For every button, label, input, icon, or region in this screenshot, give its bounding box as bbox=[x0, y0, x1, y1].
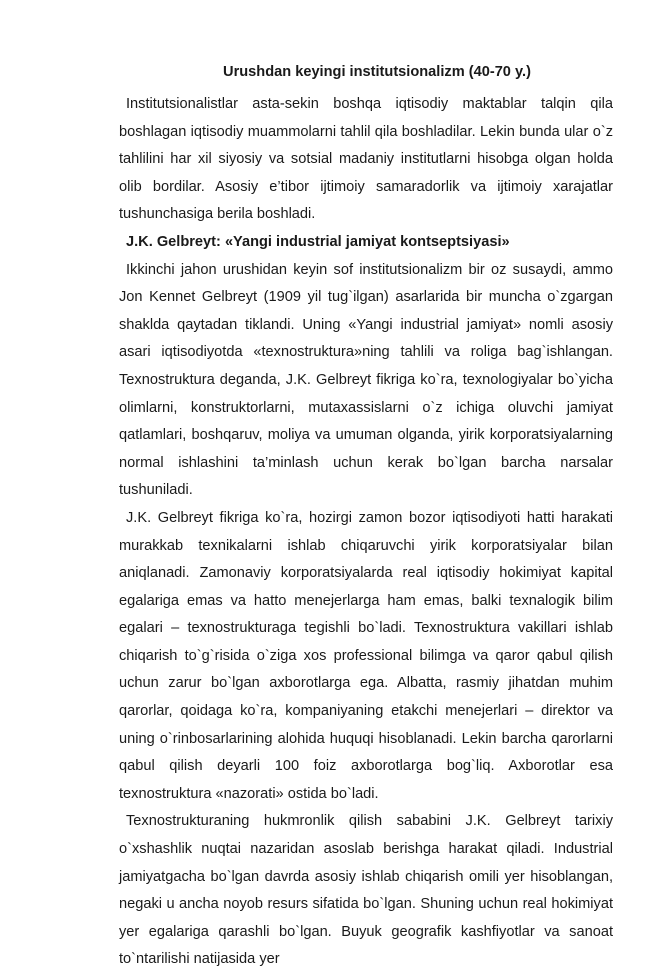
subheading-gelbreyt: J.K. Gelbreyt: «Yangi industrial jamiyat kontseptsiyasi» bbox=[126, 233, 510, 250]
paragraph-postwar: Ikkinchi jahon urushidan keyin sof institutsionalizm bir oz susaydi, ammo Jon Kennet Gelbreyt (1909 yil tug`ilgan) asarlarida bir muncha o`zgargan shaklda qaytadan tiklandi. Uning «Yangi industrial jamiyat» nomli asosiy asari iqtisodiyotda «texnostruktura»ning tahlili va roliga bag`ishlangan. Texnostruktura deganda, J.K. Gelbreyt fikriga ko`ra, texnologiyalar bo`yicha olimlarni, konstruktorlarni, mutaxassislarni o`z ichiga oluvchi jamiyat qatlamlari, boshqaruv, moliya va umuman olganda, yirik korporatsiyalarning normal ishlashini ta’minlash uchun kerak bo`lgan barcha narsalar tushuniladi. bbox=[119, 261, 613, 499]
section-title: Urushdan keyingi institutsionalizm (40-70 y.) bbox=[223, 64, 531, 80]
document-body bbox=[119, 58, 613, 974]
paragraph-institutionalists: Institutsionalistlar asta-sekin boshqa iqtisodiy maktablar talqin qila boshlagan iqtisodiy muammolarni tahlil qila boshladilar. Lekin bunda ular o`z tahlilini har xil siyosiy va sotsial madaniy institutlarni hisobga olgan holda olib bordilar. Asosiy e’tibor ijtimoiy samaradorlik va ijtimoiy xarajatlar tushunchasiga berila boshladi. bbox=[119, 96, 613, 223]
paragraph-corporations: J.K. Gelbreyt fikriga ko`ra, hozirgi zamon bozor iqtisodiyoti hatti harakati murakkab texnikalarni ishlab chiqaruvchi yirik korporatsiyalar bilan aniqlanadi. Zamonaviy korporatsiyalarda real iqtisodiy hokimiyat kapital egalariga emas va hatto menejerlarga ham emas, balki texnalogik bilim egalari – texnostrukturaga tegishli bo`ladi. Texnostruktura vakillari ishlab chiqarish to`g`risida o`ziga xos professional bilimga va qaror qabul qilish uchun zarur bo`lgan axborotlarga ega. Albatta, rasmiy jihatdan muhim qarorlar, qoidaga ko`ra, kompaniyaning etakchi menejerlari – direktor va uning o`rinbosarlarining alohida huquqi hisoblanadi. Lekin barcha qarorlarni qabul qilish deyarli 100 foiz axborotlarga bog`liq. Axborotlar esa texnostruktura «nazorati» ostida bo`ladi. bbox=[119, 509, 613, 802]
paragraph-technostructure-dominance: Texnostrukturaning hukmronlik qilish sababini J.K. Gelbreyt tarixiy o`xshashlik nuqtai nazaridan asoslab berishga harakat qiladi. Industrial jamiyatgacha bo`lgan davrda asosiy ishlab chiqarish omili yer hisoblangan, negaki u ancha noyob resurs sifatida bo`lgan. Shuning uchun real hokimiyat yer egalariga qarashli bo`lgan. Buyuk geografik kashfiyotlar va sanoat to`ntarilishi natijasida yer bbox=[119, 813, 613, 968]
